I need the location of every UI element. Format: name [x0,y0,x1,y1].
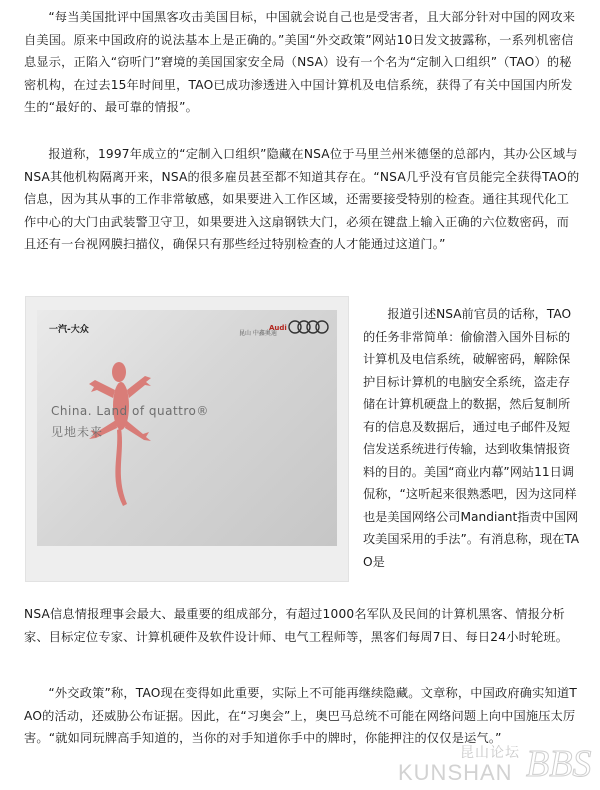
watermark-bbs: BBS [526,743,592,785]
watermark-chinese: 昆山论坛 [460,745,520,761]
watermark-english: KUNSHAN [398,760,513,785]
kunshan-bbs-watermark [398,740,598,788]
audi-ad-banner [37,310,337,546]
audi-wordmark: Audi [269,324,287,332]
ad-slogan-chinese: 见地未来 [51,425,104,439]
audi-rings-icon [287,318,331,336]
article-paragraph-1: “每当美国批评中国黑客攻击美国目标，中国就会说自己也是受害者，且大部分针对中国的网攻来自美国。原来中国政府的说法基本上是正确的。”美国“外交政策”网站10日发文披露称，一系列机密信息显示，正陷入“窃听门”窘境的美国国家安全局（NSA）设有一个名为“定制入口组织”（TAO）的秘密机构，在过去15年时间里，TAO已成功渗透进入中国计算机及电信系统，获得了有关中国国内所发生的“最好的、最可靠的情报”。 [24,10,576,114]
article-paragraph-5: “外交政策”称，TAO现在变得如此重要，实际上不可能再继续隐藏。文章称，中国政府确实知道TAO的活动，还威胁公布证据。因此，在“习奥会”上，奥巴马总统不可能在网络问题上向中国施压太厉害。“就如同玩牌高手知道的，当你的对手知道你手中的牌时，你能押注的仅仅是运气。” [24,686,577,745]
ad-slogan-english: China. Land of quattro® [51,404,209,418]
article-paragraph-3: 报道引述NSA前官员的话称，TAO的任务非常简单：偷偷潜入国外目标的计算机及电信系统，破解密码，解除保护目标计算机的电脑安全系统，盗走存储在计算机硬盘上的数据，然后复制所有的信息及数据后，通过电子邮件及短信发送系统进行传输，达到收集情报资料的目的。美国“商业内幕”网站11日调侃称，“这听起来很熟悉吧，因为这同样也是美国网络公司Mandiant指责中国网攻美国采用的手法”。有消息称，现在TAO是 [363,307,580,569]
article-paragraph-4: NSA信息情报理事会最大、最重要的组成部分，有超过1000名军队及民间的计算机黑客、情报分析家、目标定位专家、计算机硬件及软件设计师、电气工程师等，黑客们每周7日、每日24小时轮班。 [24,607,569,644]
advertisement-image[interactable] [25,296,349,582]
ad-brand-logo: 一汽-大众 [49,325,89,335]
ad-dealer-text: 昆山 中鑫奥迪 [239,330,277,337]
article-paragraph-2: 报道称，1997年成立的“定制入口组织”隐藏在NSA位于马里兰州米德堡的总部内，其办公区域与NSA其他机构隔离开来，NSA的很多雇员甚至都不知道其存在。“NSA几乎没有官员能完全获得TAO的信息，因为其从事的工作非常敏感，如果要进入工作区域，还需要接受特别的检查。通往其现代化工作中心的大门由武装警卫守卫，如果要进入这扇钢铁大门，必须在键盘上输入正确的六位数密码，而且还有一台视网膜扫描仪，确保只有那些经过特别检查的人才能通过这道门。” [24,147,580,251]
